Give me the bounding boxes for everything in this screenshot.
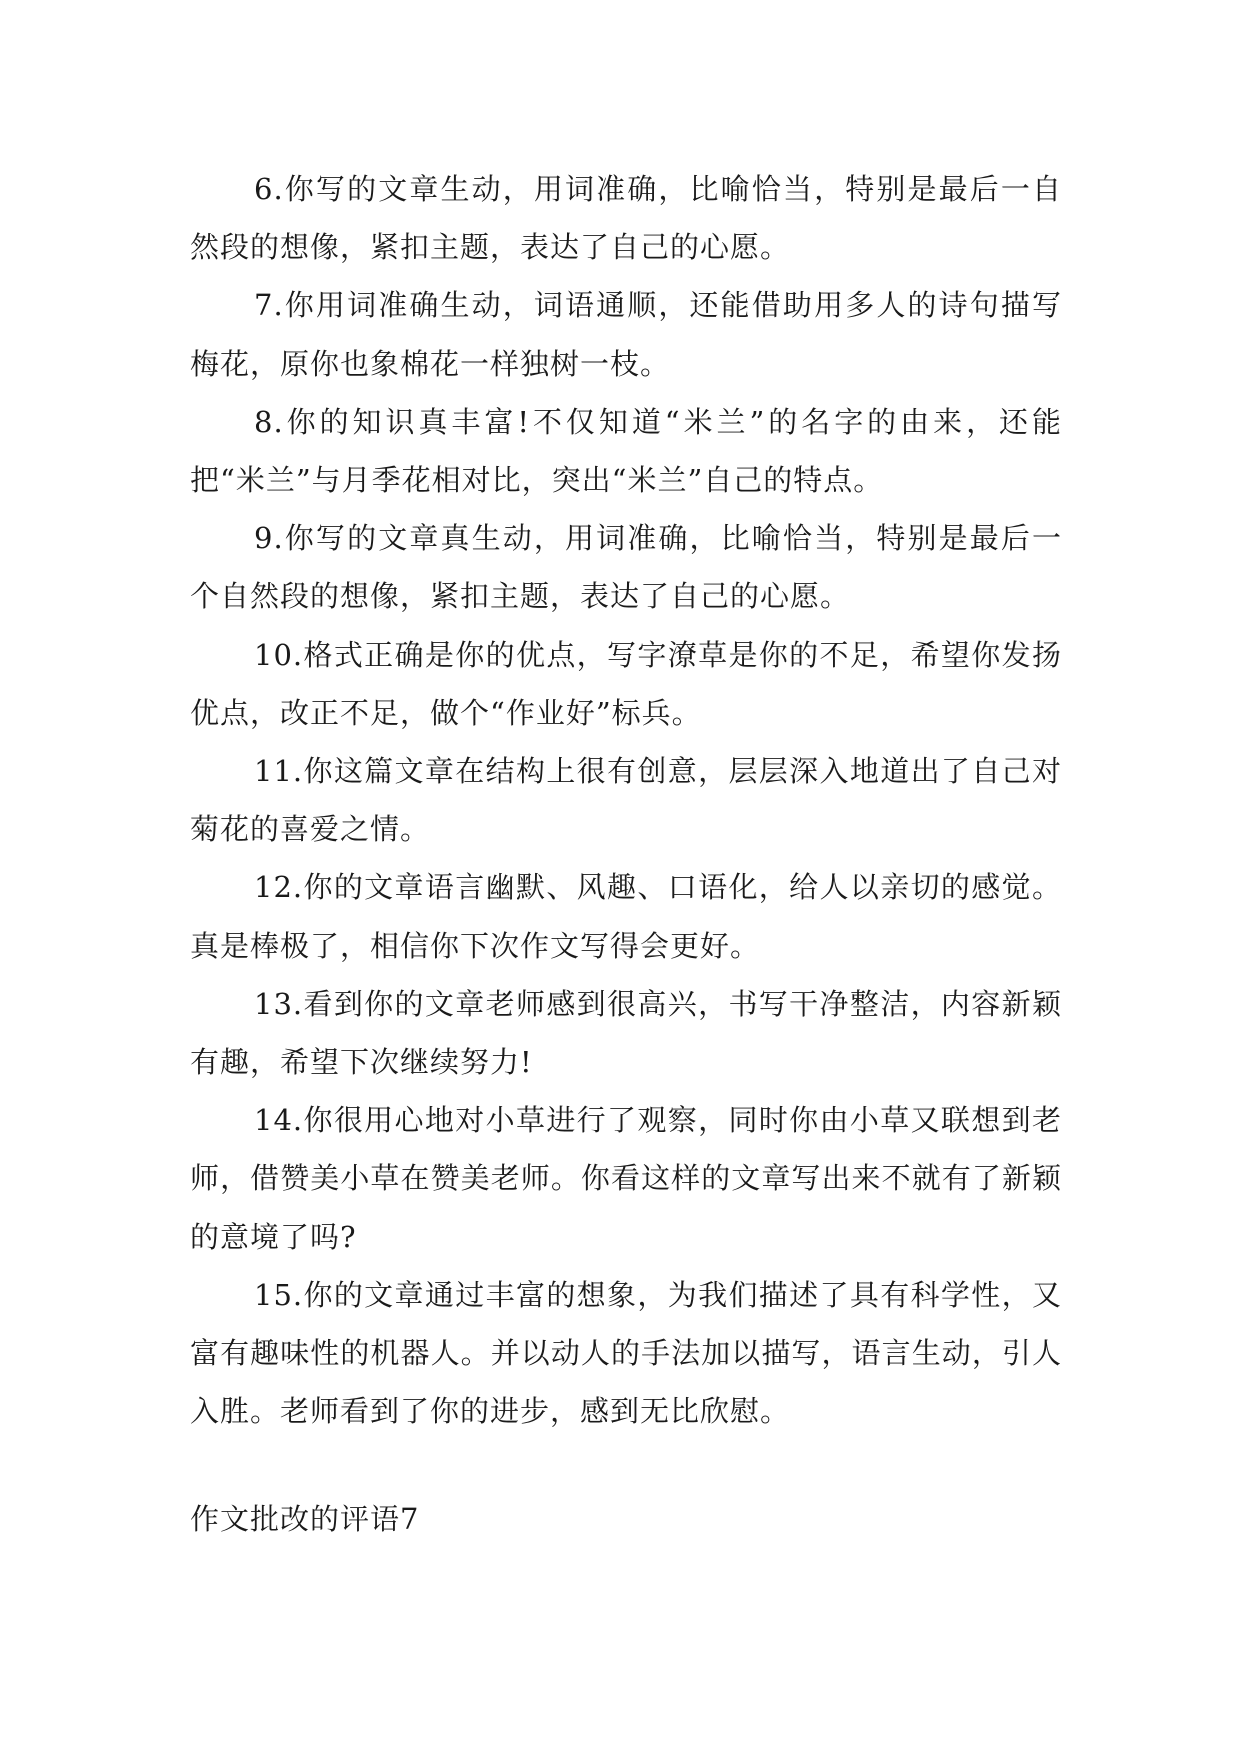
comment-paragraph-8: 8.你的知识真丰富!不仅知道“米兰”的名字的由来，还能把“米兰”与月季花相对比，突出“米兰”自己的特点。 <box>190 404 1062 498</box>
comment-paragraph-11: 11.你这篇文章在结构上很有创意，层层深入地道出了自己对菊花的喜爱之情。 <box>190 754 1062 847</box>
comment-paragraph-13: 13.看到你的文章老师感到很高兴，书写干净整洁，内容新颖有趣，希望下次继续努力! <box>190 986 1062 1080</box>
comment-paragraph-12: 12.你的文章语言幽默、风趣、口语化，给人以亲切的感觉。真是棒极了，相信你下次作文写得会更好。 <box>190 870 1062 963</box>
comment-paragraph-6: 6.你写的文章生动，用词准确，比喻恰当，特别是最后一自然段的想像，紧扣主题，表达了自己的心愿。 <box>190 172 1062 265</box>
comment-paragraph-10: 10.格式正确是你的优点，写字潦草是你的不足，希望你发扬优点，改正不足，做个“作业好”标兵。 <box>190 637 1062 730</box>
comment-paragraph-14: 14.你很用心地对小草进行了观察，同时你由小草又联想到老师，借赞美小草在赞美老师。你看这样的文章写出来不就有了新颖的意境了吗? <box>190 1103 1062 1254</box>
section-heading: 作文批改的评语7 <box>190 1502 420 1536</box>
comment-paragraph-15: 15.你的文章通过丰富的想象，为我们描述了具有科学性，又富有趣味性的机器人。并以动人的手法加以描写，语言生动，引人入胜。老师看到了你的进步，感到无比欣慰。 <box>190 1277 1062 1429</box>
comment-paragraph-7: 7.你用词准确生动，词语通顺，还能借助用多人的诗句描写梅花，原你也象棉花一样独树一枝。 <box>190 288 1062 381</box>
comment-list <box>190 160 1062 1440</box>
comment-paragraph-9: 9.你写的文章真生动，用词准确，比喻恰当，特别是最后一个自然段的想像，紧扣主题，表达了自己的心愿。 <box>190 521 1062 614</box>
